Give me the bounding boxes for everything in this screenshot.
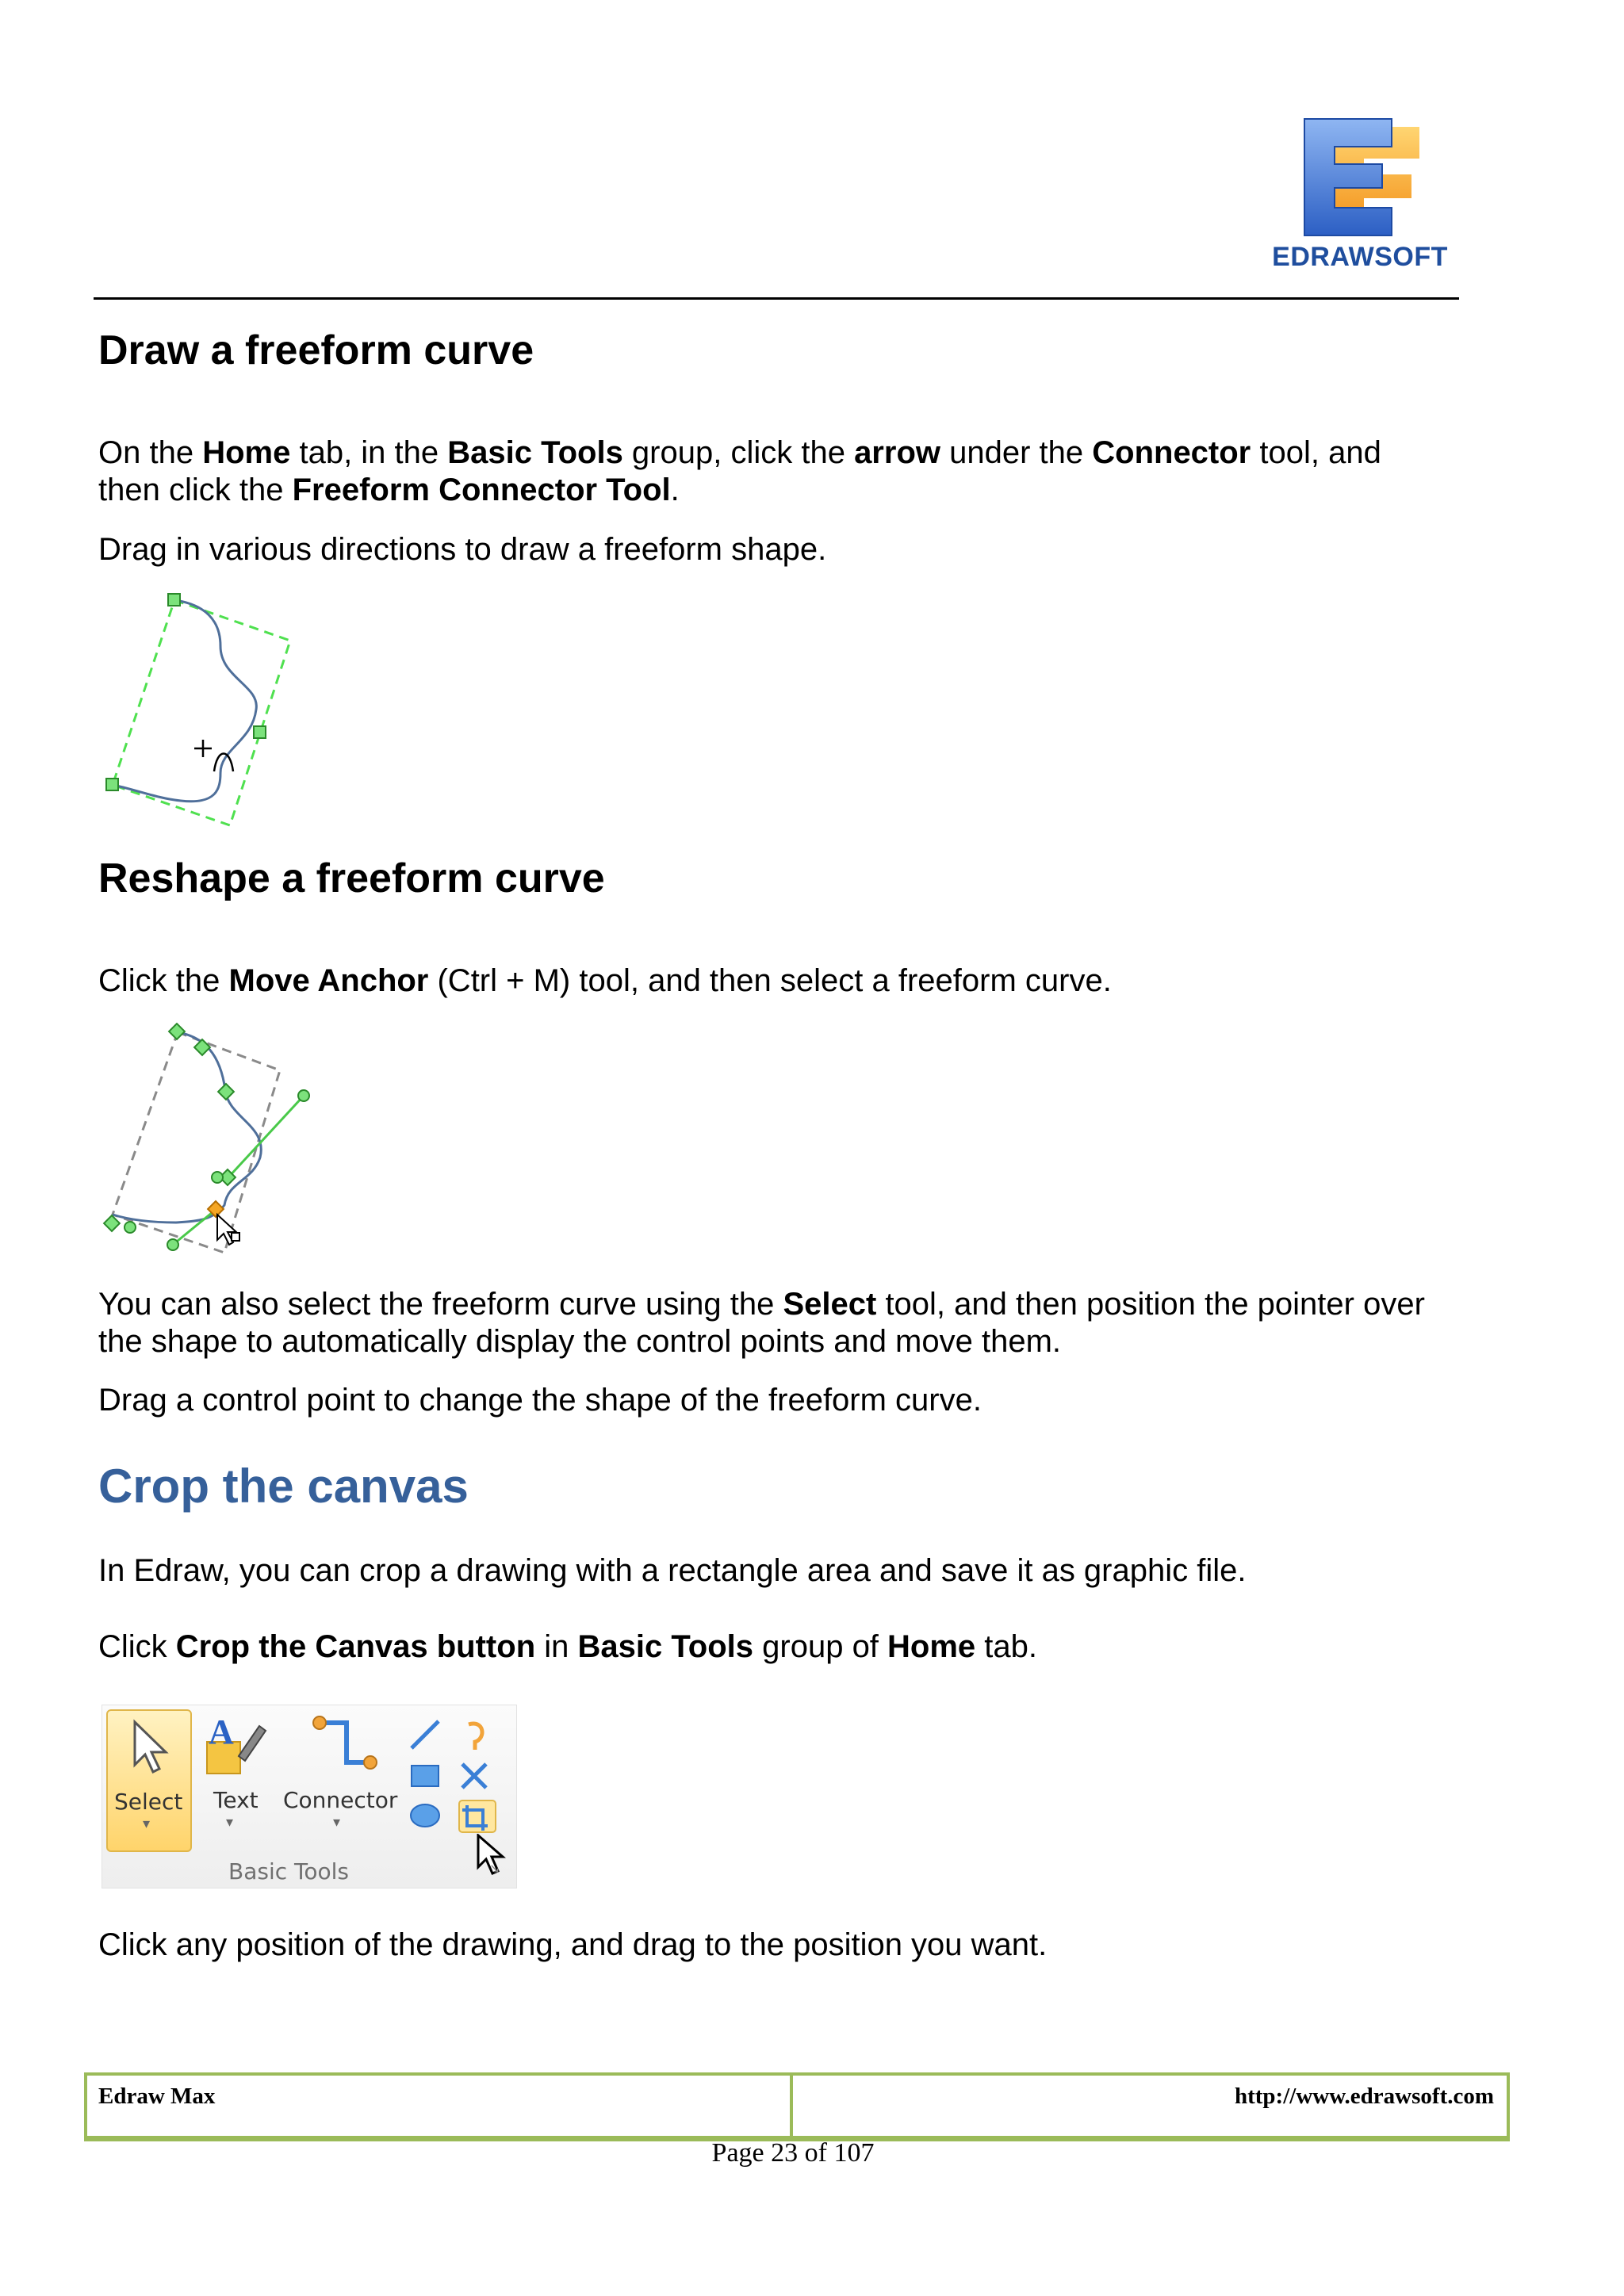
cross-tool-icon bbox=[462, 1764, 486, 1788]
section-heading-draw: Draw a freeform curve bbox=[98, 327, 534, 373]
small-shape-tools bbox=[407, 1716, 510, 1835]
page-number: Page 23 of 107 bbox=[711, 2138, 875, 2168]
select-button[interactable] bbox=[106, 1709, 192, 1852]
chevron-down-icon: ▾ bbox=[333, 1814, 341, 1831]
paragraph-draw-instructions bbox=[98, 434, 1526, 509]
connector-label[interactable]: Connector bbox=[283, 1787, 398, 1813]
text-run: You can also select the freeform curve using the bbox=[98, 1287, 783, 1322]
paragraph-select-tool bbox=[98, 1286, 1526, 1360]
text-run: Click bbox=[98, 1629, 176, 1664]
edrawsoft-logo bbox=[1261, 111, 1459, 277]
footer-product: Edraw Max bbox=[98, 2084, 216, 2109]
text-run: group, click the bbox=[622, 435, 855, 470]
paragraph-drag-directions: Drag in various directions to draw a freeform shape. bbox=[98, 532, 827, 567]
bold-freeform-connector-tool: Freeform Connector Tool bbox=[292, 473, 671, 507]
chevron-down-icon: ▾ bbox=[143, 1816, 151, 1832]
text-run: in bbox=[535, 1629, 578, 1664]
footer-divider bbox=[790, 2076, 793, 2136]
logo-icon bbox=[1261, 111, 1459, 238]
text-run: tab, in the bbox=[290, 435, 448, 470]
text-tool-icon bbox=[204, 1713, 267, 1777]
reshape-curve-illustration bbox=[102, 1023, 331, 1261]
text-run: Click the bbox=[98, 963, 229, 998]
text-run: tab. bbox=[975, 1629, 1038, 1664]
bold-select: Select bbox=[783, 1287, 877, 1322]
text-run: On the bbox=[98, 435, 203, 470]
bold-arrow: arrow bbox=[854, 435, 940, 470]
paragraph-crop-button bbox=[98, 1628, 1037, 1666]
bold-home: Home bbox=[202, 435, 291, 470]
paragraph-click-drag: Click any position of the drawing, and drag to the position you want. bbox=[98, 1927, 1048, 1962]
section-heading-crop: Crop the canvas bbox=[98, 1460, 469, 1513]
pointer-arrow-icon bbox=[128, 1719, 173, 1774]
line-tool-icon bbox=[412, 1721, 439, 1748]
text-run: (Ctrl + M) tool, and then select a freeform curve. bbox=[428, 963, 1112, 998]
arc-tool-icon bbox=[469, 1724, 482, 1750]
section-heading-reshape: Reshape a freeform curve bbox=[98, 855, 605, 901]
header-rule bbox=[94, 297, 1459, 300]
basic-tools-ribbon-screenshot bbox=[102, 1705, 517, 1888]
bold-basic-tools: Basic Tools bbox=[577, 1629, 754, 1664]
bold-crop-canvas-button: Crop the Canvas button bbox=[175, 1629, 536, 1664]
logo-text: EDRAWSOFT bbox=[1272, 242, 1448, 272]
select-label: Select bbox=[114, 1789, 183, 1815]
bold-move-anchor: Move Anchor bbox=[228, 963, 429, 998]
basic-tools-group-label: Basic Tools bbox=[228, 1858, 349, 1885]
bold-connector: Connector bbox=[1092, 435, 1251, 470]
text-run: group of bbox=[753, 1629, 888, 1664]
chevron-down-icon: ▾ bbox=[226, 1814, 234, 1831]
text-run: tool, and bbox=[1251, 435, 1381, 470]
paragraph-crop-intro: In Edraw, you can crop a drawing with a rectangle area and save it as graphic file. bbox=[98, 1553, 1247, 1588]
paragraph-move-anchor bbox=[98, 962, 1112, 1000]
bold-basic-tools: Basic Tools bbox=[447, 435, 623, 470]
text-run: then click the bbox=[98, 473, 293, 507]
paragraph-drag-control-point: Drag a control point to change the shape of the freeform curve. bbox=[98, 1383, 982, 1418]
rectangle-tool-icon bbox=[412, 1766, 439, 1786]
text-label[interactable]: Text bbox=[213, 1787, 259, 1813]
bold-home: Home bbox=[887, 1629, 976, 1664]
footer-table bbox=[84, 2072, 1510, 2141]
dialog-launcher-icon[interactable]: ↘ bbox=[489, 1861, 500, 1876]
freeform-draw-illustration bbox=[102, 591, 308, 828]
ellipse-tool-icon bbox=[411, 1804, 439, 1827]
connector-tool-icon bbox=[310, 1713, 381, 1785]
text-run: under the bbox=[940, 435, 1093, 470]
text-run: . bbox=[670, 473, 680, 507]
text-run: tool, and then position the pointer over bbox=[876, 1287, 1425, 1322]
text-run: the shape to automatically display the control points and move them. bbox=[98, 1324, 1062, 1359]
footer-url[interactable]: http://www.edrawsoft.com bbox=[1234, 2084, 1494, 2109]
svg-text:A: A bbox=[209, 1713, 234, 1751]
